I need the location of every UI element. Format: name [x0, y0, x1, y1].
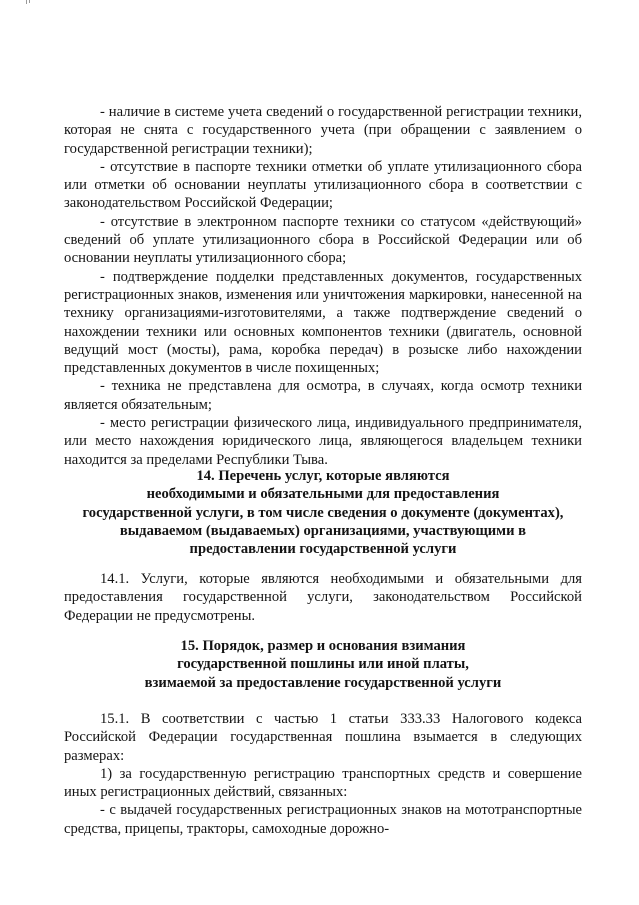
paragraph: 1) за государственную регистрацию транспортных средств и совершение иных регистрационных действий, связанных: — [64, 765, 582, 801]
section-15-heading — [64, 637, 582, 692]
heading-line: 14. Перечень услуг, которые являются — [196, 468, 450, 484]
scan-edge-mark — [26, 0, 27, 4]
heading-line: государственной пошлины или иной платы, — [177, 656, 469, 673]
section-14-heading — [64, 467, 582, 558]
list-item: - отсутствие в паспорте техники отметки об уплате утилизационного сбора или отметки об основании неуплаты утилизационного сбора в соответствии с законодательством Российской Федерации; — [64, 158, 582, 212]
paragraph: 15.1. В соответствии с частью 1 статьи 333.33 Налогового кодекса Российской Федерации государственная пошлина взымается в следующих размерах: — [64, 711, 582, 764]
list-item: - место регистрации физического лица, индивидуального предпринимателя, или место нахождения юридического лица, являющегося владельцем техники находится за пределами Республики Тыва. — [64, 415, 582, 468]
list-item: - техника не представлена для осмотра, в случаях, когда осмотр техники является обязательным; — [64, 378, 582, 413]
paragraph: 14.1. Услуги, которые являются необходимыми и обязательными для предоставления государственной услуги, законодательством Российской Федерации не предусмотрены. — [64, 571, 582, 624]
section-14-body — [64, 570, 582, 625]
refusal-grounds-list — [64, 103, 582, 469]
section-15-body — [64, 710, 582, 838]
list-item: - наличие в системе учета сведений о государственной регистрации техники, которая не снята с государственного учета (при обращении с заявлением о государственной регистрации техники); — [64, 104, 582, 157]
heading-line: государственной услуги, в том числе сведения о документе (документах), — [82, 504, 564, 521]
heading-line: 15. Порядок, размер и основания взимания — [180, 638, 466, 654]
scan-edge-mark — [29, 0, 30, 3]
heading-line: предоставлении государственной услуги — [189, 541, 457, 558]
paragraph: - с выдачей государственных регистрационных знаков на мототранспортные средства, прицепы, тракторы, самоходные дорожно- — [64, 802, 582, 837]
list-item: - отсутствие в электронном паспорте техники со статусом «действующий» сведений об уплате утилизационного сбора в Российской Федерации или об основании неуплаты утилизационного сбора; — [64, 213, 582, 267]
heading-line: необходимыми и обязательными для предоставления — [146, 486, 500, 503]
list-item: - подтверждение подделки представленных документов, государственных регистрационных знаков, изменения или уничтожения маркировки, нанесенной на технику организациями-изготовителями, а также подтверждение сведений о нахождении техники или основных компонентов техники (двигатель, основной ведущий мост (мосты), рама, коробка передач) в розыске либо нахождении представленных документов в числе похищенных; — [64, 268, 582, 377]
heading-line: взимаемой за предоставление государственной услуги — [144, 674, 502, 691]
heading-line: выдаваемом (выдаваемых) организациями, участвующими в — [119, 522, 527, 539]
